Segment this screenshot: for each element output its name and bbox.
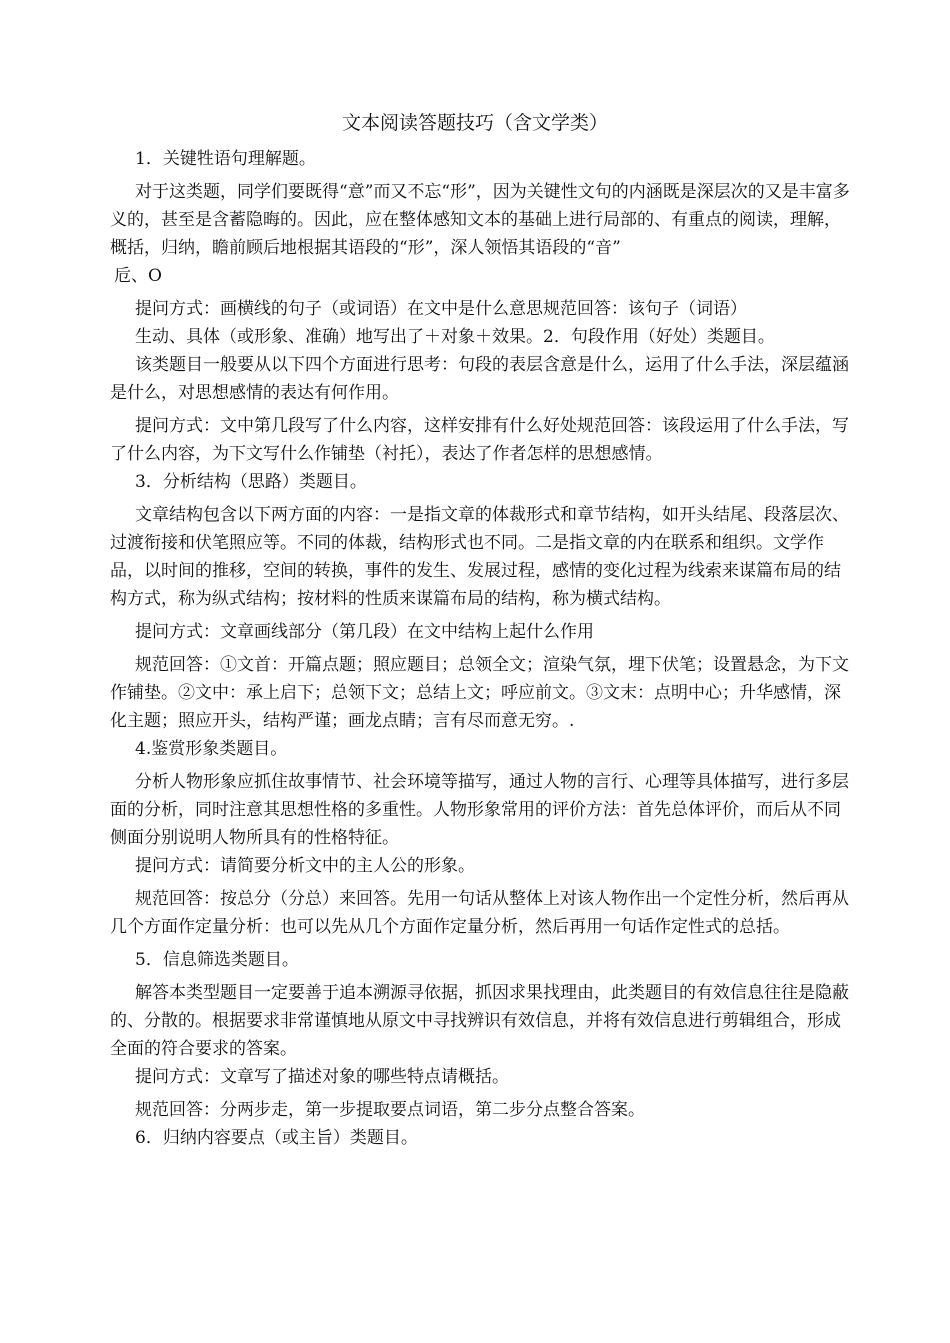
document-title: 文本阅读答题技巧（含文学类） (341, 112, 608, 134)
paragraph-s3-p3: 规范回答：①文首：开篇点题；照应题目；总领全文；渲染气氛，埋下伏笔；设置悬念，为下文作铺垫。②文中：承上启下；总领下文；总结上文；呼应前文。③文末：点明中心；升华感情，深化主题；照应开头，结构严谨；画龙点睛；言有尽而意无穷。. (110, 655, 849, 731)
paragraph-s4-p1: 分析人物形象应抓住故事情节、社会环境等描写，通过人物的言行、心理等具体描写，进行多层面的分析，同时注意其思想性格的多重性。人物形象常用的评价方法：首先总体评价，而后从不同侧面分别说明人物所具有的性格特征。 (110, 772, 849, 848)
paragraph-s1-p4: 生动、具体（或形象、准确）地写出了＋对象＋效果。2．句段作用（好处）类题目。 (135, 327, 775, 347)
paragraph-s1-p1: 对于这类题，同学们要既得“意”而又不忘“形”，因为关键性文句的内涵既是深层次的又是丰富多义的，甚至是含蓄隐晦的。因此，应在整体感知文本的基础上进行局部的、有重点的阅读，理解，概括，归纳，瞻前顾后地根据其语段的“形”，深人领悟其语段的“音” (110, 182, 850, 258)
paragraph-s4-p2: 提问方式：请简要分析文中的主人公的形象。 (135, 856, 475, 876)
paragraph-s5-p3: 规范回答：分两步走，第一步提取要点词语，第二步分点整合答案。 (135, 1100, 645, 1120)
section-heading-6: 6．归纳内容要点（或主旨）类题目。 (135, 1128, 418, 1148)
section-heading-5: 5．信息筛选类题目。 (135, 950, 299, 970)
section-heading-1: 1．关键牲语句理解题。 (135, 149, 316, 169)
paragraph-s3-p2: 提问方式：文章画线部分（第几段）在文中结构上起什么作用 (135, 622, 594, 642)
paragraph-s1-p2: 卮、O (114, 266, 162, 286)
paragraph-s5-p2: 提问方式：文章写了描述对象的哪些特点请概括。 (135, 1067, 509, 1087)
section-heading-4: 4.鉴赏形象类题目。 (135, 739, 288, 759)
paragraph-s1-p3: 提问方式：画横线的句子（或词语）在文中是什么意思规范回答：该句子（词语） (135, 299, 747, 319)
paragraph-s2-p2: 提问方式：文中第几段写了什么内容，这样安排有什么好处规范回答：该段运用了什么手法，写了什么内容，为下文写什么作铺垫（衬托），表达了作者怎样的思想感情。 (110, 416, 849, 464)
document-body (110, 145, 850, 1152)
section-heading-3: 3．分析结构（思路）类题目。 (135, 472, 367, 492)
paragraph-s3-p1: 文章结构包含以下两方面的内容：一是指文章的体裁形式和章节结构，如开头结尾、段落层次、过渡衔接和伏笔照应等。不同的体裁，结构形式也不同。二是指文章的内在联系和组织。文学作品，以时间的推移，空间的转换，事件的发生、发展过程，感情的变化过程为线索来谋篇布局的结构方式，称为纵式结构；按材料的性质来谋篇布局的结构，称为横式结构。 (110, 505, 849, 609)
paragraph-s2-p1: 该类题目一般要从以下四个方面进行思考：句段的表层含意是什么，运用了什么手法，深层蕴涵是什么，对思想感情的表达有何作用。 (110, 355, 849, 403)
paragraph-s4-p3: 规范回答：按总分（分总）来回答。先用一句话从整体上对该人物作出一个定性分析，然后再从几个方面作定量分析：也可以先从几个方面作定量分析，然后再用一句话作定性式的总括。 (110, 889, 849, 937)
paragraph-s5-p1: 解答本类型题目一定要善于追本溯源寻依据，抓因求果找理由，此类题目的有效信息往往是隐蔽的、分散的。根据要求非常谨慎地从原文中寻找辨识有效信息，并将有效信息进行剪辑组合，形成全面的符合要求的答案。 (110, 983, 849, 1059)
